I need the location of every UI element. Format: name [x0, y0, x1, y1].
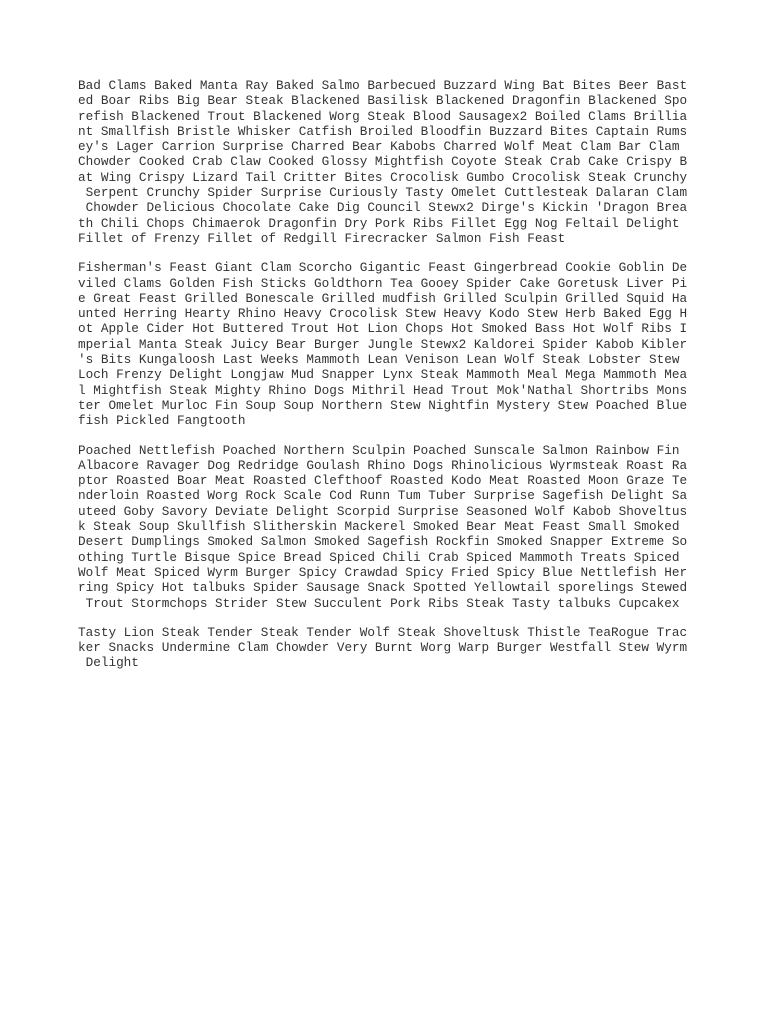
paragraph-3: [78, 443, 718, 611]
text-line: Wolf Meat Spiced Wyrm Burger Spicy Crawdad Spicy Fried Spicy Blue Nettlefish Her: [78, 564, 688, 580]
text-line: Chowder Delicious Chocolate Cake Dig Council Stewx2 Dirge's Kickin 'Dragon Brea: [78, 200, 688, 216]
text-line: ring Spicy Hot talbuks Spider Sausage Snack Spotted Yellowtail sporelings Stewed: [78, 580, 688, 596]
text-line: Tasty Lion Steak Tender Steak Tender Wolf Steak Shoveltusk Thistle TeaRogue Trac: [78, 624, 688, 640]
text-line: viled Clams Golden Fish Sticks Goldthorn Tea Gooey Spider Cake Goretusk Liver Pi: [78, 275, 688, 291]
text-line: ot Apple Cider Hot Buttered Trout Hot Lion Chops Hot Smoked Bass Hot Wolf Ribs I: [78, 321, 688, 337]
text-line: Loch Frenzy Delight Longjaw Mud Snapper Lynx Steak Mammoth Meal Mega Mammoth Mea: [78, 367, 688, 383]
text-line: ker Snacks Undermine Clam Chowder Very Burnt Worg Warp Burger Westfall Stew Wyrm: [78, 640, 688, 656]
text-line: unted Herring Hearty Rhino Heavy Crocolisk Stew Heavy Kodo Stew Herb Baked Egg H: [78, 306, 688, 322]
text-line: mperial Manta Steak Juicy Bear Burger Jungle Stewx2 Kaldorei Spider Kabob Kibler: [78, 336, 688, 352]
text-line: th Chili Chops Chimaerok Dragonfin Dry Pork Ribs Fillet Egg Nog Feltail Delight: [78, 215, 680, 231]
text-line: Albacore Ravager Dog Redridge Goulash Rhino Dogs Rhinolicious Wyrmsteak Roast Ra: [78, 457, 688, 473]
text-line: ptor Roasted Boar Meat Roasted Clefthoof Roasted Kodo Meat Roasted Moon Graze Te: [78, 473, 688, 489]
text-line: Chowder Cooked Crab Claw Cooked Glossy Mightfish Coyote Steak Crab Cake Crispy B: [78, 154, 688, 170]
document-page: [78, 78, 718, 685]
paragraph-1: [78, 78, 718, 246]
text-line: othing Turtle Bisque Spice Bread Spiced Chili Crab Spiced Mammoth Treats Spiced: [78, 549, 680, 565]
text-line: l Mightfish Steak Mighty Rhino Dogs Mithril Head Trout Mok'Nathal Shortribs Mons: [78, 382, 688, 398]
text-line: uteed Goby Savory Deviate Delight Scorpid Surprise Seasoned Wolf Kabob Shoveltus: [78, 503, 688, 519]
text-line: Bad Clams Baked Manta Ray Baked Salmo Barbecued Buzzard Wing Bat Bites Beer Bast: [78, 78, 688, 93]
text-line: Poached Nettlefish Poached Northern Sculpin Poached Sunscale Salmon Rainbow Fin: [78, 442, 680, 458]
paragraph-2: [78, 260, 718, 428]
text-line: at Wing Crispy Lizard Tail Critter Bites Crocolisk Gumbo Crocolisk Steak Crunchy: [78, 169, 688, 185]
text-line: Serpent Crunchy Spider Surprise Curiously Tasty Omelet Cuttlesteak Dalaran Clam: [78, 185, 688, 201]
text-line: Fisherman's Feast Giant Clam Scorcho Gigantic Feast Gingerbread Cookie Goblin De: [78, 260, 688, 276]
text-line: Fillet of Frenzy Fillet of Redgill Firecracker Salmon Fish Feast: [78, 230, 566, 246]
text-line: Delight: [78, 655, 139, 671]
text-line: nderloin Roasted Worg Rock Scale Cod Runn Tum Tuber Surprise Sagefish Delight Sa: [78, 488, 688, 504]
text-line: ed Boar Ribs Big Bear Steak Blackened Basilisk Blackened Dragonfin Blackened Spo: [78, 93, 688, 109]
text-line: ter Omelet Murloc Fin Soup Soup Northern Stew Nightfin Mystery Stew Poached Blue: [78, 397, 688, 413]
text-line: 's Bits Kungaloosh Last Weeks Mammoth Lean Venison Lean Wolf Steak Lobster Stew: [78, 352, 680, 368]
text-line: k Steak Soup Skullfish Slitherskin Mackerel Smoked Bear Meat Feast Small Smoked: [78, 519, 680, 535]
text-line: Trout Stormchops Strider Stew Succulent Pork Ribs Steak Tasty talbuks Cupcakex: [78, 595, 680, 611]
text-line: refish Blackened Trout Blackened Worg Steak Blood Sausagex2 Boiled Clams Brillia: [78, 108, 688, 124]
text-line: ey's Lager Carrion Surprise Charred Bear Kabobs Charred Wolf Meat Clam Bar Clam: [78, 139, 680, 155]
text-line: fish Pickled Fangtooth: [78, 413, 246, 429]
text-line: e Great Feast Grilled Bonescale Grilled mudfish Grilled Sculpin Grilled Squid Ha: [78, 290, 688, 306]
text-line: Desert Dumplings Smoked Salmon Smoked Sagefish Rockfin Smoked Snapper Extreme So: [78, 534, 688, 550]
paragraph-4: [78, 625, 718, 671]
text-line: nt Smallfish Bristle Whisker Catfish Broiled Bloodfin Buzzard Bites Captain Rums: [78, 123, 688, 139]
